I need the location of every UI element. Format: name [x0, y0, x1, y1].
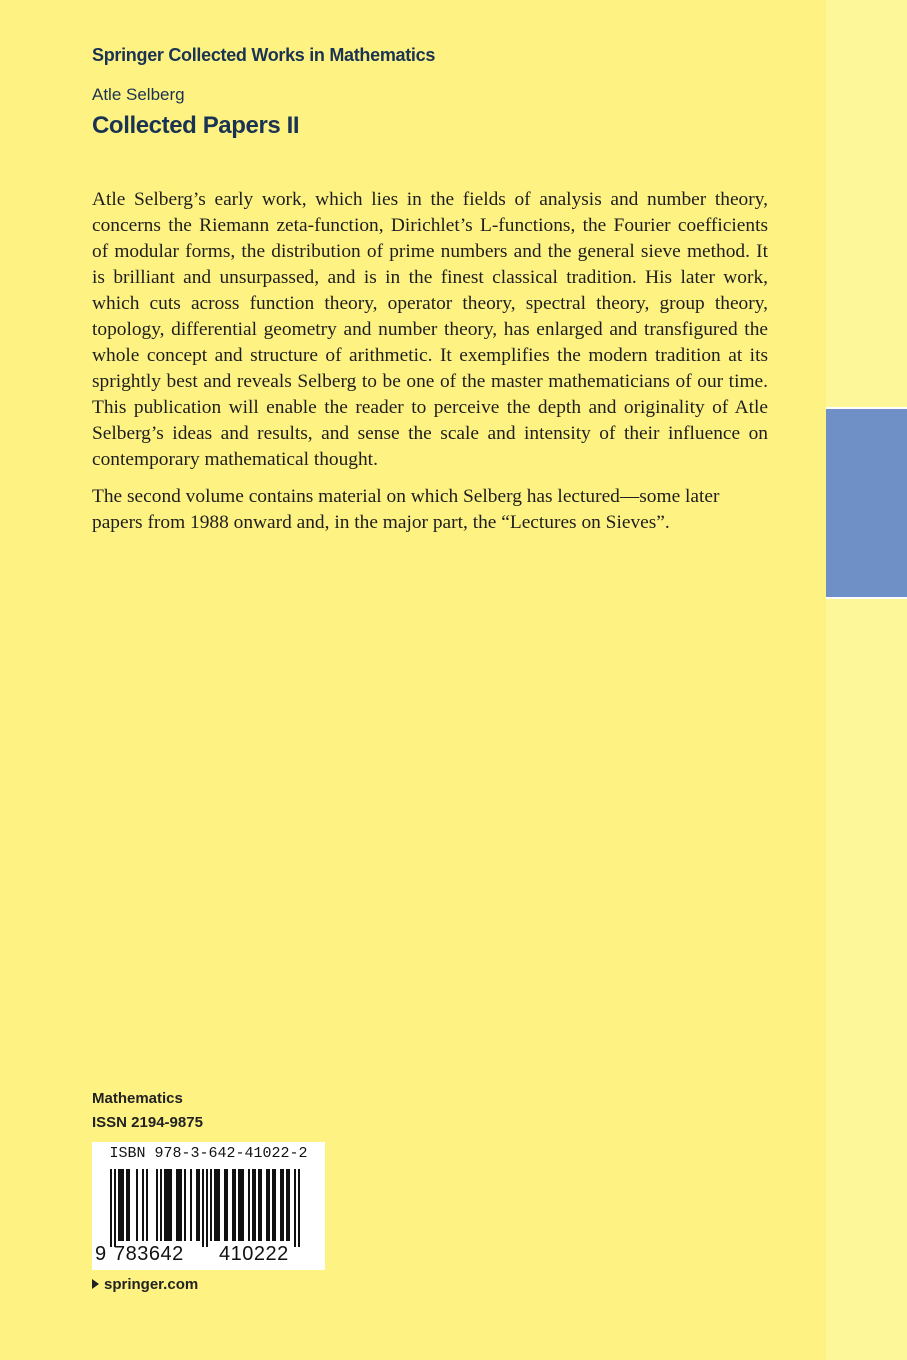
barcode-bar: [168, 1169, 170, 1241]
barcode-bar: [178, 1169, 180, 1241]
barcode-bar: [294, 1169, 296, 1247]
barcode-bar: [136, 1169, 138, 1241]
issn-label: ISSN 2194-9875: [92, 1114, 203, 1131]
barcode-bar: [280, 1169, 282, 1241]
barcode-bar: [128, 1169, 130, 1241]
barcode-bar: [118, 1169, 120, 1241]
barcode-bar: [238, 1169, 240, 1241]
website-link[interactable]: [92, 1276, 198, 1293]
barcode-bar: [126, 1169, 128, 1241]
barcode-left-digits: 783642: [114, 1243, 184, 1265]
barcode-bar: [240, 1169, 242, 1241]
barcode-bar: [210, 1169, 212, 1241]
spine-strip: [826, 0, 907, 1360]
barcode-bar: [114, 1169, 116, 1247]
barcode-bar: [274, 1169, 276, 1241]
barcode-lead-digit: 9: [95, 1243, 107, 1265]
barcode-bar: [110, 1169, 112, 1247]
barcode-bar: [252, 1169, 254, 1241]
barcode-bar: [198, 1169, 200, 1241]
barcode-bar: [218, 1169, 220, 1241]
barcode-bar: [266, 1169, 268, 1241]
website-text: springer.com: [104, 1276, 199, 1293]
barcode-bar: [286, 1169, 288, 1241]
barcode-bar: [226, 1169, 228, 1241]
barcode-bar: [232, 1169, 234, 1241]
barcode-bar: [142, 1169, 144, 1241]
barcode-bar: [268, 1169, 270, 1241]
barcode-bar: [224, 1169, 226, 1241]
arrow-right-icon: [92, 1279, 99, 1289]
barcode-bar: [260, 1169, 262, 1241]
barcode-bar: [120, 1169, 122, 1241]
barcode-bar: [258, 1169, 260, 1241]
author-name: Atle Selberg: [92, 85, 185, 104]
barcode-bar: [206, 1169, 208, 1247]
barcode-bar: [288, 1169, 290, 1241]
barcode-right-digits: 410222: [219, 1243, 289, 1265]
barcode-bar: [196, 1169, 198, 1241]
barcode-bar: [176, 1169, 178, 1241]
barcode-bar: [180, 1169, 182, 1241]
barcode-bar: [190, 1169, 192, 1241]
barcode-bar: [298, 1169, 300, 1247]
isbn-text: ISBN 978-3-642-41022-2: [109, 1145, 308, 1162]
barcode-bar: [216, 1169, 218, 1241]
barcode-bar: [166, 1169, 168, 1241]
subject-label: Mathematics: [92, 1090, 183, 1107]
book-title: Collected Papers II: [92, 112, 300, 139]
barcode-bar: [160, 1169, 162, 1241]
color-tab: [826, 407, 907, 599]
barcode-bars: [92, 1169, 325, 1247]
barcode-bar: [254, 1169, 256, 1241]
barcode-bar: [272, 1169, 274, 1241]
barcode-bar: [184, 1169, 186, 1241]
barcode-bar: [122, 1169, 124, 1241]
barcode-bar: [214, 1169, 216, 1241]
barcode: [92, 1142, 325, 1270]
barcode-bar: [164, 1169, 166, 1241]
series-name: Springer Collected Works in Mathematics: [92, 45, 436, 65]
description-paragraph-1: Atle Selberg’s early work, which lies in the fields of analysis and number theory, concerns the Riemann zeta-function, Dirichlet’s L-functions, the Fourier coefficients of modular forms, the distribution of prime numbers and the general sieve method. It is brilliant and unsurpassed, and is in the finest classical tradition. His later work, which cuts across function theory, operator theory, spectral theory, group theory, topology, differential geometry and number theory, has enlarged and transfigured the whole concept and structure of arithmetic. It exemplifies the modern tradition at its sprightly best and reveals Selberg to be one of the master mathematicians of our time. This publication will enable the reader to perceive the depth and originality of Atle Selberg’s ideas and results, and sense the scale and intensity of their influence on contemporary mathematical thought.: [92, 189, 768, 470]
barcode-bar: [156, 1169, 158, 1241]
barcode-bar: [242, 1169, 244, 1241]
barcode-bar: [146, 1169, 148, 1241]
description-paragraph-2: The second volume contains material on which Selberg has lectured—some later papers from 1988 onward and, in the major part, the “Lectures on Sieves”.: [92, 486, 720, 533]
barcode-bar: [248, 1169, 250, 1241]
barcode-bar: [202, 1169, 204, 1247]
barcode-bar: [170, 1169, 172, 1241]
barcode-bar: [234, 1169, 236, 1241]
barcode-bar: [282, 1169, 284, 1241]
